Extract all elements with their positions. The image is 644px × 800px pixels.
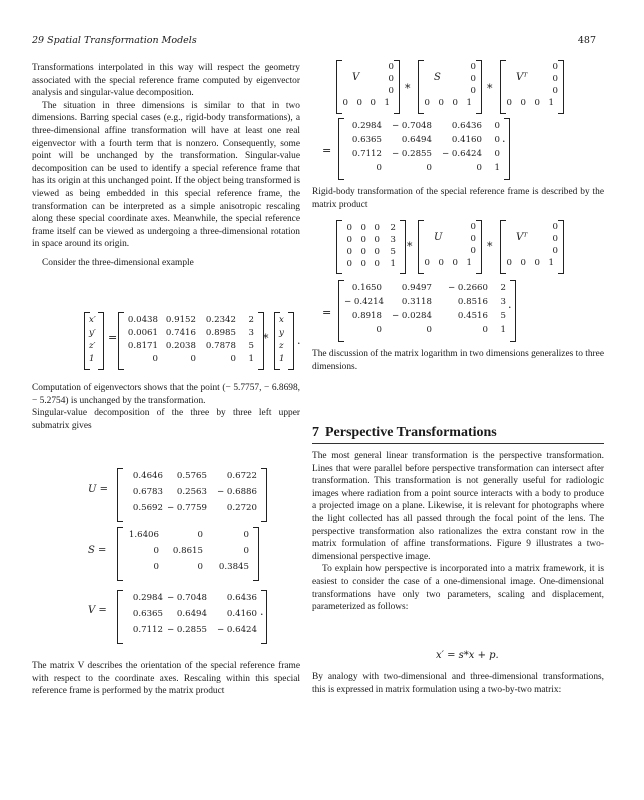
v-label: V = (88, 605, 107, 616)
matrix-cell: 0.4646 (132, 471, 163, 481)
matrix-cell: 0 (388, 74, 394, 84)
left-text-block-3 (32, 660, 300, 698)
vector-cell: z′ (89, 341, 96, 351)
matrix-cell: 0 (552, 234, 558, 244)
matrix-cell: 0.2038 (165, 341, 196, 351)
matrix-cell: 0.6494 (401, 135, 432, 145)
matrix-cell: 1 (500, 325, 506, 335)
matrix-cell: 0.2342 (205, 315, 236, 325)
matrix-cell: 0 (374, 223, 380, 233)
equals-sign: = (108, 331, 118, 344)
matrix-cell: 0 (552, 62, 558, 72)
matrix-cell: 5 (248, 341, 254, 351)
times-sign: * (407, 240, 413, 253)
matrix-cell: 0 (346, 247, 352, 257)
matrix-cell: − 0.7759 (167, 503, 208, 513)
matrix-cell: 0 (552, 86, 558, 96)
bracket-right (476, 220, 482, 274)
matrix-cell: 0.7112 (351, 149, 382, 159)
matrix-cell: 1 (548, 98, 554, 108)
u-label: U = (88, 484, 108, 495)
matrix-cell: 2 (500, 283, 506, 293)
matrix-cell: 0.3845 (218, 562, 249, 572)
matrix-cell: 0 (360, 223, 366, 233)
vector-cell: y (279, 328, 284, 338)
matrix-cell: 0 (376, 325, 382, 335)
period-sign: . (297, 334, 301, 347)
times-sign: * (263, 332, 269, 345)
vector-cell: x (279, 315, 284, 325)
matrix-cell: − 0.6886 (216, 487, 257, 497)
matrix-cell: 0.8516 (457, 297, 488, 307)
matrix-cell: 0 (552, 246, 558, 256)
matrix-cell: 2 (390, 223, 396, 233)
paragraph: Singular-value decomposition of the three by three left upper submatrix gives (32, 408, 300, 431)
times-sign: * (487, 240, 493, 253)
equals-sign: = (322, 144, 332, 157)
matrix-cell: 0 (494, 149, 500, 159)
page-number: 487 (577, 35, 596, 46)
paragraph: The situation in three dimensions is similar to that in two dimensions. Barring special cases (e.g., rigid-body transformations), a three-dimensional affine transformation will have at least one real eigenvector with a fourth term that is nonzero. Consequently, some point will be unchanged by the transformation. Singular-value decomposition can be used to identify a special reference frame that has its origin at this unchanged point. If the object being transformed is viewed as being embedded in this special reference frame, the transformation can be interpreted as a simple anisotropic rescaling along these special coordinate axes. Meanwhile, the special reference frame itself can be viewed as undergoing a three-dimensional rotation in space around its origin. (32, 100, 300, 250)
equation: x′ = s*x + p. (436, 650, 499, 661)
matrix-cell: − 0.2855 (391, 149, 432, 159)
matrix-cell: 0 (470, 86, 476, 96)
matrix-cell: 0.5765 (176, 471, 207, 481)
bracket-right (510, 280, 516, 342)
block-label: Vᵀ (516, 232, 528, 243)
matrix-cell: 5 (500, 311, 506, 321)
matrix-cell: 0 (374, 247, 380, 257)
matrix-cell: 0 (243, 546, 249, 556)
paragraph: The discussion of the matrix logarithm in two dimensions generalizes to three dimensions. (312, 349, 604, 372)
matrix-cell: 0 (388, 86, 394, 96)
matrix-cell: 0.9152 (165, 315, 196, 325)
matrix-cell: 0 (426, 325, 432, 335)
matrix-cell: 0 (346, 259, 352, 269)
block-label: U (434, 232, 443, 243)
matrix-cell: 1 (248, 354, 254, 364)
vector-cell: z (279, 341, 284, 351)
matrix-cell: 0 (360, 259, 366, 269)
bracket-right (558, 60, 564, 114)
right-text-rigid (312, 186, 604, 211)
section-title: Perspective Transformations (325, 425, 497, 440)
left-text-block-2 (32, 382, 300, 432)
matrix-cell: − 0.6424 (441, 149, 482, 159)
chapter-title: 29 Spatial Transformation Models (32, 35, 197, 46)
block-label: V (352, 72, 360, 83)
block-label: Vᵀ (516, 72, 528, 83)
matrix-cell: 0.8985 (205, 328, 236, 338)
matrix-cell: 0 (506, 258, 512, 268)
matrix-cell: 0 (243, 530, 249, 540)
matrix-cell: 0.7416 (165, 328, 196, 338)
vector-cell: 1 (279, 354, 285, 364)
matrix-cell: 0.2984 (132, 593, 163, 603)
matrix-cell: 0 (356, 98, 362, 108)
matrix-cell: 1 (494, 163, 500, 173)
matrix-cell: 0 (197, 530, 203, 540)
matrix-cell: 0.6494 (176, 609, 207, 619)
matrix-cell: 0.9497 (401, 283, 432, 293)
matrix-cell: 0 (376, 163, 382, 173)
matrix-cell: 3 (390, 235, 396, 245)
matrix-cell: 1 (466, 98, 472, 108)
matrix-cell: 0.8918 (351, 311, 382, 321)
matrix-cell: 0.6365 (351, 135, 382, 145)
vector-cell: 1 (89, 354, 95, 364)
matrix-cell: 0.6365 (132, 609, 163, 619)
matrix-cell: 0 (506, 98, 512, 108)
matrix-cell: 0.7878 (205, 341, 236, 351)
matrix-cell: 3 (248, 328, 254, 338)
matrix-cell: 0 (452, 258, 458, 268)
matrix-cell: 0.6783 (132, 487, 163, 497)
matrix-cell: 0 (520, 258, 526, 268)
matrix-cell: − 0.0284 (391, 311, 432, 321)
bracket-right (394, 60, 400, 114)
matrix-cell: 0 (424, 98, 430, 108)
paragraph: Transformations interpolated in this way will respect the geometry associated with the special reference frame computed by eigenvector analysis and singular-value decomposition. (32, 63, 300, 99)
equals-sign: = (322, 306, 332, 319)
matrix-cell: 0 (534, 258, 540, 268)
matrix-cell: 0 (190, 354, 196, 364)
matrix-cell: 0 (388, 62, 394, 72)
matrix-cell: 0 (153, 546, 159, 556)
matrix-cell: 0.4160 (226, 609, 257, 619)
matrix-cell: 1 (548, 258, 554, 268)
matrix-cell: 0 (374, 235, 380, 245)
paragraph: By analogy with two-dimensional and three-dimensional transformations, this is expressed in matrix formulation using a two-by-two matrix: (312, 672, 604, 695)
vector-cell: x′ (89, 315, 96, 325)
matrix-cell: 1 (384, 98, 390, 108)
paragraph: The most general linear transformation is the perspective transformation. Lines that were parallel before perspective transformation can intersect after transformation. This transformation is not generally useful for radiologic images where radiation from a point source interacts with a body to produce a projected image on a plane. Likewise, it is relevant for photographs where the light collected has all passed through the focal point of the lens. The perspective transformation also rationalizes the extra constant row in the matrix formulation of affine transformations. Figure 9 illustrates a two-dimensional perspective image. (312, 451, 604, 562)
matrix-cell: 0 (520, 98, 526, 108)
matrix-cell: 0 (346, 235, 352, 245)
matrix-cell: 1 (466, 258, 472, 268)
matrix-cell: 0.5692 (132, 503, 163, 513)
matrix-cell: 0.7112 (132, 625, 163, 635)
bracket-right (476, 60, 482, 114)
matrix-cell: 0.2984 (351, 121, 382, 131)
period-sign: . (502, 132, 506, 145)
left-text-block-1 (32, 62, 300, 270)
matrix-cell: 0.0438 (127, 315, 158, 325)
matrix-cell: 0.1650 (351, 283, 382, 293)
bracket-right (253, 527, 259, 581)
matrix-cell: 3 (500, 297, 506, 307)
matrix-cell: 0 (360, 247, 366, 257)
matrix-cell: 0 (476, 163, 482, 173)
vector-cell: y′ (89, 328, 96, 338)
matrix-cell: 5 (390, 247, 396, 257)
matrix-cell: 0 (342, 98, 348, 108)
matrix-cell: 0 (370, 98, 376, 108)
bracket-right (504, 118, 510, 180)
matrix-cell: 0 (152, 354, 158, 364)
matrix-cell: 0 (438, 98, 444, 108)
matrix-cell: 0 (552, 222, 558, 232)
matrix-cell: − 0.7048 (391, 121, 432, 131)
matrix-cell: 0 (470, 234, 476, 244)
matrix-cell: 0 (346, 223, 352, 233)
matrix-cell: 0.0061 (127, 328, 158, 338)
matrix-cell: 0.4516 (457, 311, 488, 321)
matrix-cell: 1 (390, 259, 396, 269)
matrix-cell: 0.8171 (127, 341, 158, 351)
times-sign: * (487, 82, 493, 95)
paragraph: Computation of eigenvectors shows that the point (− 5.7757, − 6.8698, − 5.2754) is unchanged by the transformation. (32, 383, 300, 406)
period-sign: . (508, 298, 512, 311)
matrix-cell: 0 (552, 74, 558, 84)
matrix-cell: 0 (374, 259, 380, 269)
paragraph: Rigid-body transformation of the special reference frame is described by the matrix product (312, 187, 604, 210)
matrix-cell: 0.2720 (226, 503, 257, 513)
matrix-cell: 0 (153, 562, 159, 572)
section-number: 7 (312, 425, 319, 440)
period-sign: . (260, 605, 264, 618)
matrix-cell: 0.2563 (176, 487, 207, 497)
times-sign: * (405, 82, 411, 95)
matrix-cell: − 0.4214 (344, 297, 385, 307)
matrix-cell: − 0.2855 (167, 625, 208, 635)
right-text-perspective (312, 450, 604, 614)
matrix-cell: 0 (426, 163, 432, 173)
matrix-cell: 0 (424, 258, 430, 268)
bracket-right (558, 220, 564, 274)
matrix-cell: 0 (470, 222, 476, 232)
matrix-cell: 0 (360, 235, 366, 245)
matrix-cell: − 0.2660 (447, 283, 488, 293)
matrix-cell: 0 (438, 258, 444, 268)
matrix-cell: 0.6436 (451, 121, 482, 131)
matrix-cell: 0 (494, 121, 500, 131)
matrix-cell: 0 (470, 62, 476, 72)
right-text-analogy (312, 671, 604, 696)
matrix-cell: 0 (494, 135, 500, 145)
matrix-cell: 0.4160 (451, 135, 482, 145)
matrix-cell: 0.3118 (401, 297, 432, 307)
matrix-cell: 0.8615 (172, 546, 203, 556)
bracket-right (261, 468, 267, 522)
block-label: S (434, 72, 441, 83)
paragraph: Consider the three-dimensional example (42, 257, 194, 268)
running-header (32, 35, 596, 51)
section-rule (312, 443, 604, 444)
matrix-cell: 0 (230, 354, 236, 364)
matrix-cell: − 0.7048 (167, 593, 208, 603)
matrix-cell: 2 (248, 315, 254, 325)
matrix-cell: 0 (482, 325, 488, 335)
matrix-cell: 0.6722 (226, 471, 257, 481)
s-label: S = (88, 545, 107, 556)
matrix-cell: 1.6406 (128, 530, 159, 540)
matrix-cell: 0 (470, 74, 476, 84)
matrix-cell: 0 (534, 98, 540, 108)
right-text-discussion (312, 348, 604, 373)
matrix-cell: 0 (452, 98, 458, 108)
matrix-cell: 0.6436 (226, 593, 257, 603)
matrix-cell: 0 (470, 246, 476, 256)
bracket-right (400, 220, 406, 274)
matrix-cell: − 0.6424 (216, 625, 257, 635)
paragraph: To explain how perspective is incorporated into a matrix framework, it is easiest to consider the case of a one-dimensional image. One-dimensional transformations have only two parameters, scaling and displacement, parameterized as follows: (312, 564, 604, 613)
matrix-cell: 0 (197, 562, 203, 572)
paragraph: The matrix V describes the orientation of the special reference frame with respect to the coordinate axes. Rescaling within this special reference frame is performed by the matrix product (32, 661, 300, 697)
section-heading (312, 425, 497, 441)
